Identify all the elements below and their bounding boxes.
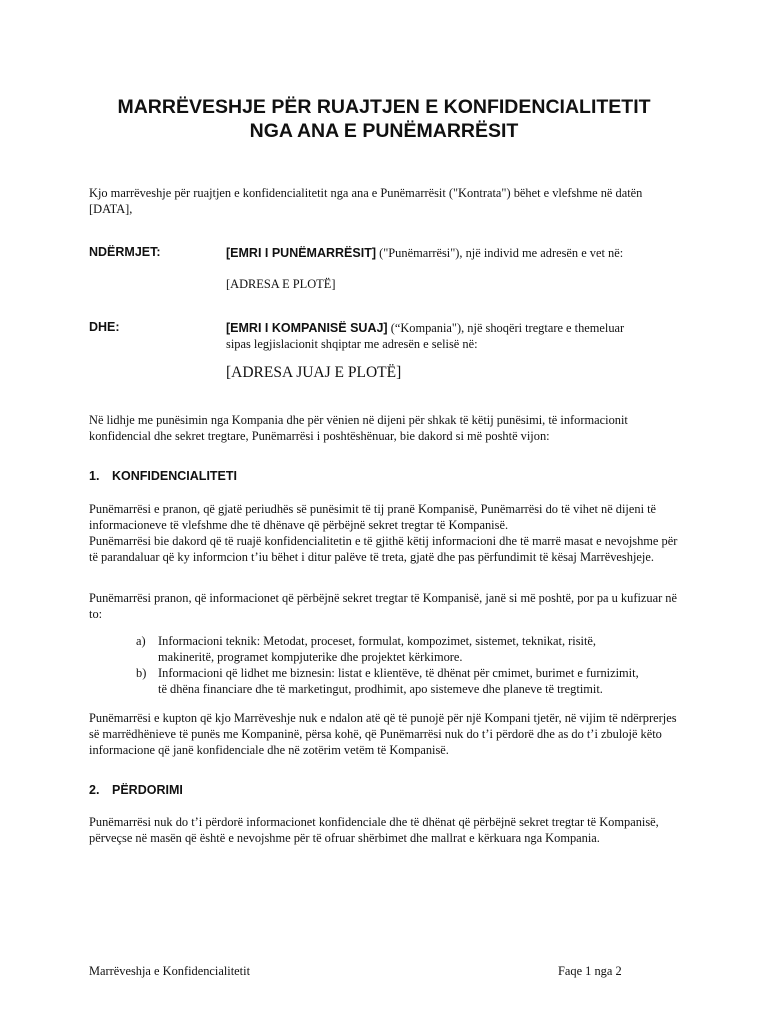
employee-party-text: ("Punëmarrësi"), një individ me adresën e vet në: — [376, 246, 624, 260]
section-1-paragraph-2: Punëmarrësi bie dakord që të ruajë konfidencialitetin e të gjithë këtij informacioni dhe të marrë masat e nevojshme për të parandaluar që ky informcion t’iu bëhet i ditur palëve të treta, gjatë dhe pas përfundimit të kësaj Marrëveshjeje. — [89, 534, 678, 564]
footer-page-number: Faqe 1 nga 2 — [558, 964, 622, 978]
section-2-number: 2. — [89, 783, 100, 797]
list-item-text: Informacioni teknik: Metodat, proceset, formulat, kompozimet, sistemet, teknikat, risitë, makineritë, programet kompjuterike dhe projektet kërkimore. — [158, 634, 597, 664]
preamble-paragraph: Në lidhje me punësimin nga Kompania dhe për vënien në dijeni për shkak të këtij punësimi, të informacionit konfidencial dhe sekret tregtare, Punëmarrësi i poshtëshënuar, bie dakord si më poshtë vijon: — [89, 413, 628, 443]
section-2-paragraph-1: Punëmarrësi nuk do t’i përdorë informacionet konfidenciale dhe të dhënat që përbëjnë sekret tregtar të Kompanisë, përveçse në masën që është e nevojshme për të ofruar shërbimet dhe mallrat e kërkuara nga Kompania. — [89, 815, 659, 845]
section-1-paragraph-4: Punëmarrësi e kupton që kjo Marrëveshje nuk e ndalon atë që të punojë për një Kompani tjetër, në vijim të ndërprerjes së marrëdhënieve të punës me Kompaninë, përsa kohë, që Punëmarrësi nuk do t’i përdorë dhe as do t’i zbulojë këto informacione që janë konfidenciale dhe në zotërim vetëm të Kompanisë. — [89, 711, 677, 757]
and-label: DHE: — [89, 320, 120, 334]
list-item — [136, 665, 646, 697]
list-item-text: Informacioni që lidhet me biznesin: listat e klientëve, të dhënat për cmimet, burimet e furnizimit, të dhëna financiare dhe të marketingut, prodhimit, apo sistemeve dhe planeve të tregtimit. — [158, 666, 639, 696]
section-1-title: KONFIDENCIALITETI — [112, 469, 237, 483]
intro-paragraph: Kjo marrëveshje për ruajtjen e konfidencialitetit nga ana e Punëmarrësit ("Kontrata") bëhet e vlefshme në datën [DATA], — [89, 186, 643, 216]
company-address-placeholder: [ADRESA JUAJ E PLOTË] — [226, 364, 402, 381]
trade-secret-list — [136, 633, 646, 697]
list-marker: b) — [136, 666, 147, 680]
title-line-1: MARRËVESHJE PËR RUAJTJEN E KONFIDENCIALITETIT — [117, 96, 651, 118]
section-1-paragraph-1: Punëmarrësi e pranon, që gjatë periudhës së punësimit të tij pranë Kompanisë, Punëmarrësi do të vihet në dijeni të informacioneve të vlefshme dhe të dhënave që përbëjnë sekret tregtar të Kompanisë. — [89, 502, 657, 532]
list-item — [136, 633, 646, 665]
employee-party — [226, 245, 646, 261]
document-title — [0, 95, 768, 143]
section-2-title: PËRDORIMI — [112, 783, 183, 797]
footer-document-name: Marrëveshja e Konfidencialitetit — [89, 964, 251, 978]
section-1-paragraph-3: Punëmarrësi pranon, që informacionet që përbëjnë sekret tregtar të Kompanisë, janë si më poshtë, por pa u kufizuar në to: — [89, 591, 677, 621]
company-party — [226, 320, 646, 352]
company-name-placeholder: [EMRI I KOMPANISË SUAJ] — [226, 321, 388, 335]
employee-address-placeholder: [ADRESA E PLOTË] — [226, 277, 336, 291]
section-1-heading — [89, 469, 237, 483]
company-party-text: (“Kompania"), një shoqëri tregtare e themeluar sipas legjislacionit shqiptar me adresën e selisë në: — [226, 321, 625, 351]
title-line-2: NGA ANA E PUNËMARRËSIT — [249, 120, 519, 142]
section-2-heading — [89, 783, 183, 797]
employee-name-placeholder: [EMRI I PUNËMARRËSIT] — [226, 246, 376, 260]
section-1-number: 1. — [89, 469, 100, 483]
list-marker: a) — [136, 634, 146, 648]
between-label: NDËRMJET: — [89, 245, 161, 259]
